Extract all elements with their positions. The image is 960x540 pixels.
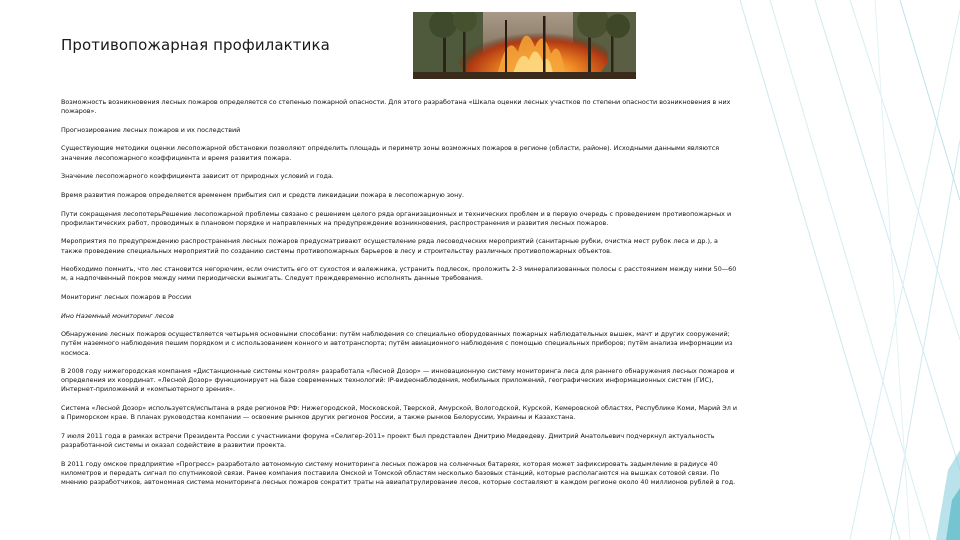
slide-body xyxy=(61,98,741,497)
paragraph: Пути сокращения лесопотерьРешение лесопожарной проблемы связано с решением целого ряда организационных и технических проблем и в первую очередь с проведением противопожарных и профилактических работ, проводимых в плановом порядке и направленных на предупреждение возникновения, распространения и развития лесных пожаров. xyxy=(61,209,732,227)
paragraph: Время развития пожаров определяется временем прибытия сил и средств ликвидации пожара в лесопожарную зону. xyxy=(61,190,465,199)
paragraph: В 2008 году нижегородская компания «Дистанционные системы контроля» разработала «Лесной Дозор» — инновационную систему мониторинга леса для раннего обнаружения лесных пожаров и определения их координат. «Лесной Дозор» функционирует на базе современных технологий: IP-видеонаблюдения, мобильных приложений, географических информационных систем (ГИС), Интернет-приложений и «компьютерного зрения». xyxy=(61,367,735,394)
paragraph: Мониторинг лесных пожаров в России xyxy=(61,292,192,301)
paragraph: 7 июля 2011 года в рамках встречи Президента России с участниками форума «Селигер-2011» проект был представлен Дмитрию Медведеву. Дмитрий Анатольевич подчеркнул актуальность разработанной системы и оказал содействие в развитии проекта. xyxy=(61,431,715,449)
paragraph: В 2011 году омское предприятие «Прогресс» разработало автономную систему мониторинга лесных пожаров на солнечных батареях, которая может зафиксировать задымление в радиусе 40 километров и передать сигнал по спутниковой связи. Ранее компания поставила Омской и Томской областям несколько базовых станций, которые располагаются на вышках сотовой связи. По мнению разработчиков, автономная система мониторинга лесных пожаров сократит траты на авиапатрулирование лесов, которые составляют в каждом регионе около 40 миллионов рублей в год. xyxy=(61,459,736,486)
slide-title: Противопожарная профилактика xyxy=(61,36,330,54)
paragraph: Обнаружение лесных пожаров осуществляется четырьмя основными способами: путём наблюдения со специально оборудованных пожарных наблюдательных вышек, мачт и других сооружений; путём наземного наблюдения пешим порядком и с использованием конного и автотранспорта; путём авиационного наблюдения с помощью специальных приборов; путём анализа информации из космоса. xyxy=(61,330,733,357)
paragraph: Значение лесопожарного коэффициента зависит от природных условий и года. xyxy=(61,172,334,181)
forest-fire-illustration xyxy=(413,12,636,79)
paragraph: Возможность возникновения лесных пожаров определяется со степенью пожарной опасности. Для этого разработана «Шкала оценки лесных участков по степени опасности возникновения в них пожаров». xyxy=(61,98,731,116)
paragraph: Необходимо помнить, что лес становится негорючим, если очистить его от сухостоя и валежника, устранить подлесок, проложить 2-3 минерализованных полосы с расстоянием между ними 50—60 м, а надпочвенный покров между ними периодически выжигать. Следует преждевременно исполнять данные требования. xyxy=(61,265,737,283)
paragraph: Система «Лесной Дозор» используется/испытана в ряде регионов РФ: Нижегородской, Московской, Тверской, Амурской, Вологодской, Курской, Кемеровской областях, Республике Коми, Марий Эл и в Приморском крае. В планах руководства компании — освоение рынков других регионов России, а также рынков Белоруссии, Украины и Казахстана. xyxy=(61,404,738,422)
paragraph-italic: Ино Наземный мониторинг лесов xyxy=(61,311,174,320)
forest-fire-image xyxy=(413,12,636,79)
paragraph: Мероприятия по предупреждению распространения лесных пожаров предусматривают осуществление ряда лесоводческих мероприятий (санитарные рубки, очистка мест рубок леса и др.), а также проведение специальных мероприятий по созданию системы противопожарных барьеров в лесу и строительству различных противопожарных объектов. xyxy=(61,237,718,255)
paragraph: Существующие методики оценки лесопожарной обстановки позволяют определить площадь и периметр зоны возможных пожаров в регионе (области, районе). Исходными данными являются значение лесопожарного коэффициента и время развития пожара. xyxy=(61,144,720,162)
paragraph: Прогнозирование лесных пожаров и их последствий xyxy=(61,125,241,134)
